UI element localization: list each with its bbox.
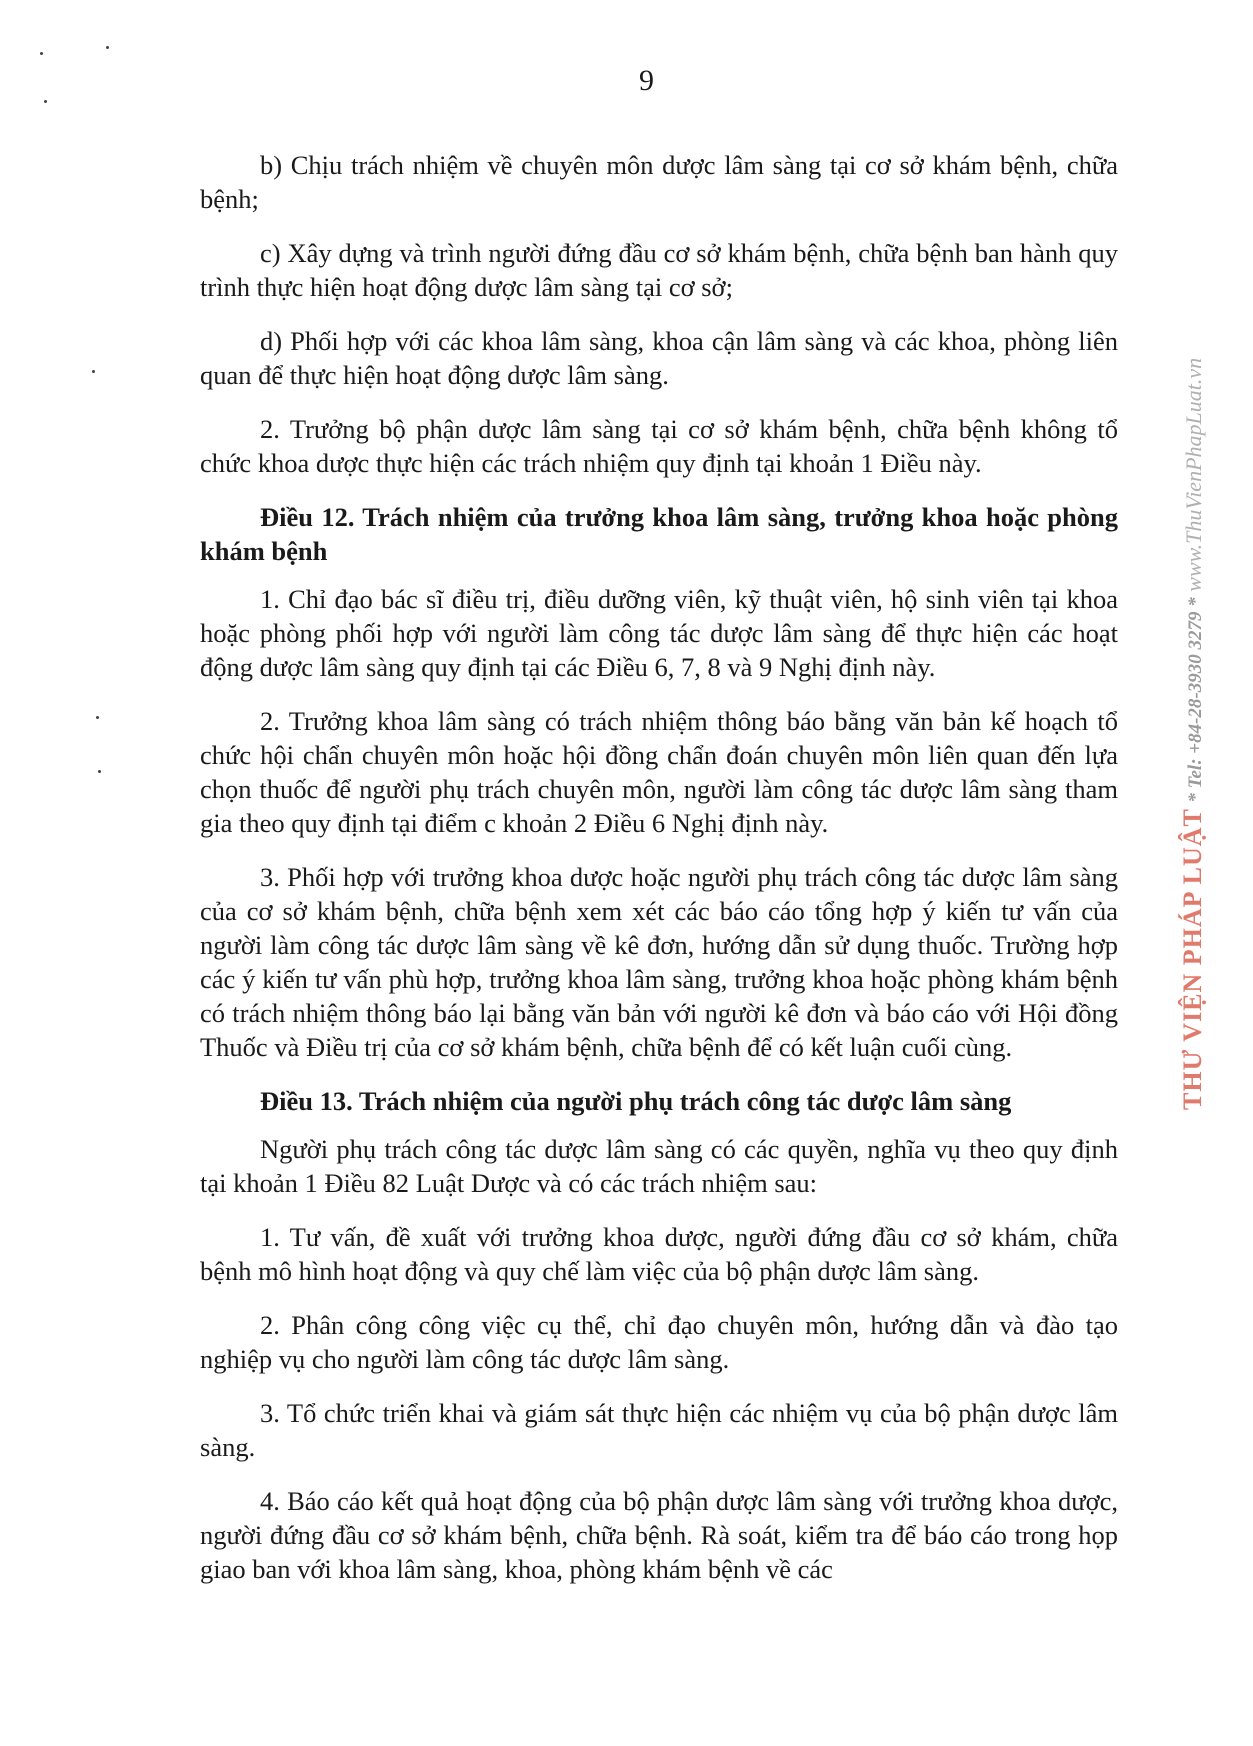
article-heading: Điều 13. Trách nhiệm của người phụ trách công tác dược lâm sàng xyxy=(260,1086,1012,1116)
scan-speck xyxy=(106,46,109,49)
paragraph: c) Xây dựng và trình người đứng đầu cơ sở khám bệnh, chữa bệnh ban hành quy trình thực hiện hoạt động dược lâm sàng tại cơ sở; xyxy=(200,238,1118,302)
paragraph: Người phụ trách công tác dược lâm sàng có các quyền, nghĩa vụ theo quy định tại khoản 1 Điều 82 Luật Dược và có các trách nhiệm sau: xyxy=(200,1134,1118,1198)
watermark-site: www.ThuVienPhapLuat.vn xyxy=(1181,357,1206,592)
paragraph: 3. Tổ chức triển khai và giám sát thực hiện các nhiệm vụ của bộ phận dược lâm sàng. xyxy=(200,1398,1118,1462)
paragraph: 2. Trưởng khoa lâm sàng có trách nhiệm thông báo bằng văn bản kế hoạch tổ chức hội chẩn chuyên môn hoặc hội đồng chẩn đoán chuyên môn liên quan đến lựa chọn thuốc để người phụ trách chuyên môn, người làm công tác dược lâm sàng tham gia theo quy định tại điểm c khoản 2 Điều 6 Nghị định này. xyxy=(200,706,1118,838)
watermark xyxy=(1178,358,1208,1110)
paragraph: 1. Chỉ đạo bác sĩ điều trị, điều dưỡng viên, kỹ thuật viên, hộ sinh viên tại khoa hoặc phòng phối hợp với người làm công tác dược lâm sàng để thực hiện các hoạt động dược lâm sàng quy định tại các Điều 6, 7, 8 và 9 Nghị định này. xyxy=(200,584,1118,682)
scan-speck xyxy=(98,770,101,773)
scan-speck xyxy=(96,716,99,719)
paragraph: d) Phối hợp với các khoa lâm sàng, khoa cận lâm sàng và các khoa, phòng liên quan để thực hiện hoạt động dược lâm sàng. xyxy=(200,326,1118,390)
watermark-phone: * Tel: +84-28-3930 3279 * xyxy=(1185,597,1206,803)
paragraph: b) Chịu trách nhiệm về chuyên môn dược lâm sàng tại cơ sở khám bệnh, chữa bệnh; xyxy=(200,150,1118,214)
scan-speck xyxy=(40,52,43,55)
paragraph: 2. Phân công công việc cụ thể, chỉ đạo chuyên môn, hướng dẫn và đào tạo nghiệp vụ cho người làm công tác dược lâm sàng. xyxy=(200,1310,1118,1374)
watermark-brand: THƯ VIỆN PHÁP LUẬT xyxy=(1178,808,1207,1110)
paragraph: 3. Phối hợp với trưởng khoa dược hoặc người phụ trách công tác dược lâm sàng của cơ sở khám bệnh, chữa bệnh xem xét các báo cáo tổng hợp ý kiến tư vấn của người làm công tác dược lâm sàng về kê đơn, hướng dẫn sử dụng thuốc. Trường hợp các ý kiến tư vấn phù hợp, trưởng khoa lâm sàng, trưởng khoa hoặc phòng khám bệnh có trách nhiệm thông báo lại bằng văn bản với người kê đơn và báo cáo với Hội đồng Thuốc và Điều trị của cơ sở khám bệnh, chữa bệnh để có kết luận cuối cùng. xyxy=(200,862,1118,1062)
paragraph: 1. Tư vấn, đề xuất với trưởng khoa dược, người đứng đầu cơ sở khám, chữa bệnh mô hình hoạt động và quy chế làm việc của bộ phận dược lâm sàng. xyxy=(200,1222,1118,1286)
document-body xyxy=(200,148,1118,1606)
scan-speck xyxy=(92,370,95,373)
scan-speck xyxy=(44,100,47,103)
page-number: 9 xyxy=(639,64,654,97)
paragraph: 2. Trưởng bộ phận dược lâm sàng tại cơ sở khám bệnh, chữa bệnh không tổ chức khoa dược thực hiện các trách nhiệm quy định tại khoản 1 Điều này. xyxy=(200,414,1118,478)
article-heading: Điều 12. Trách nhiệm của trưởng khoa lâm sàng, trưởng khoa hoặc phòng khám bệnh xyxy=(200,502,1118,566)
paragraph: 4. Báo cáo kết quả hoạt động của bộ phận dược lâm sàng với trưởng khoa dược, người đứng đầu cơ sở khám bệnh, chữa bệnh. Rà soát, kiểm tra để báo cáo trong họp giao ban với khoa lâm sàng, khoa, phòng khám bệnh về các xyxy=(200,1486,1118,1584)
